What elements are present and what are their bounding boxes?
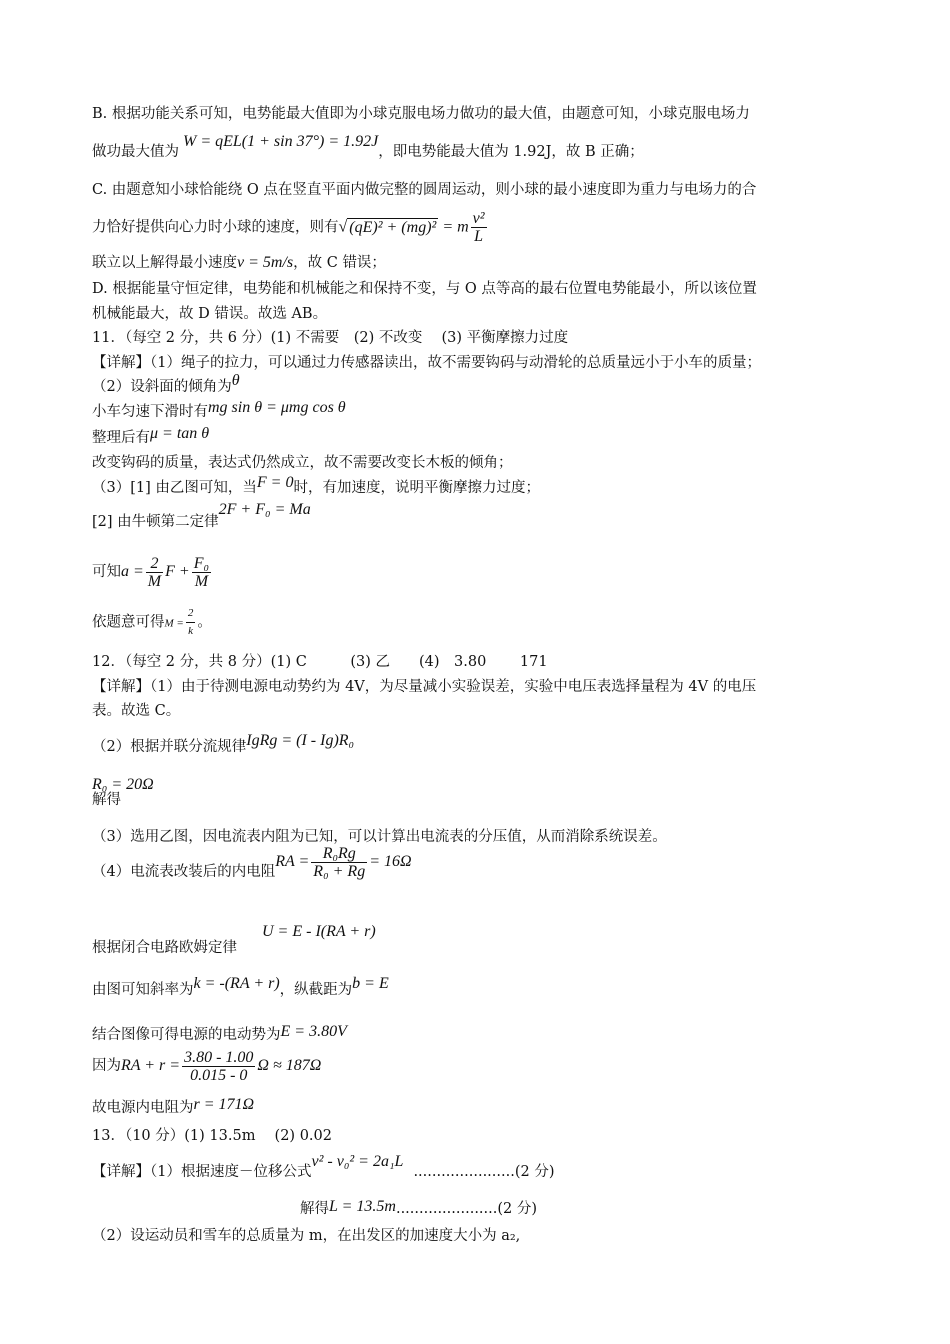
text-line: 依题意可得M = $\frac{2}{k}$ 。 <box>92 607 212 637</box>
text-line: B. 根据功能关系可知，电势能最大值即为小球克服电场力做功的最大值，由题意可知，小球克服电场力 <box>92 106 750 122</box>
text-line: 解得L = 13.5m......................(2 分) <box>300 1198 538 1217</box>
question-header: 12．（每空 2 分，共 8 分）(1) C (3) 乙 (4) 3.80 171 <box>92 654 548 670</box>
equation: v = 5m/s <box>237 254 294 271</box>
equation: W = qEL(1 + sin 37°) = 1.92J <box>183 133 379 150</box>
text-line: 【详解】（1）根据速度－位移公式v² - v₀² = 2a₁L......................(2 分) <box>92 1153 555 1180</box>
equation: L = 13.5m <box>329 1198 396 1215</box>
text-line: 做功最大值为W = qEL(1 + sin 37°) = 1.92J，即电势能最大值为 1.92J，故 B 正确； <box>92 133 644 160</box>
equation: 2F + F₀ = Ma <box>218 501 311 518</box>
equation: r = 171Ω <box>193 1096 255 1113</box>
text-line: 联立以上解得最小速度v = 5m/s，故 C 错误； <box>92 254 386 271</box>
text-line: （2）根据并联分流规律IgRg = (I - Ig)R₀ <box>92 732 355 755</box>
equation: μ = tan θ <box>150 425 210 442</box>
text-line: 可知a = $\frac{2}{M}$ F + $\frac{\text{F₀}}{M}$ <box>92 554 210 590</box>
text-line: [2] 由牛顿第二定律2F + F₀ = Ma <box>92 501 311 530</box>
question-header: 11．（每空 2 分，共 6 分）(1) 不需要 (2) 不改变 (3) 平衡摩擦力过度 <box>92 330 569 346</box>
equation: IgRg = (I - Ig)R₀ <box>246 732 355 749</box>
equation: R₀ = 20Ω <box>92 776 154 793</box>
text-line: D. 根据能量守恒定律，电势能和机械能之和保持不变，与 O 点等高的最右位置电势能最小，所以该位置 <box>92 281 757 297</box>
equation: k = -(RA + r) <box>193 975 280 992</box>
text-line: 根据闭合电路欧姆定律 <box>92 940 237 956</box>
text-line: 因为RA + r = $\frac{3.80 - 1.00}{0.015 - 0}$ Ω ≈ 187Ω <box>92 1048 322 1084</box>
text-line: （3）选用乙图，因电流表内阻为已知，可以计算出电流表的分压值，从而消除系统误差。 <box>92 829 667 845</box>
text-line: （4）电流表改装后的内电阻RA = $\frac{\text{R₀Rg}}{\text{R₀ + Rg}}$ = 16Ω <box>92 844 412 880</box>
text-line: 力恰好提供向心力时小球的速度，则有√ (qE)² + (mg)² = m $\frac{\text{v²}}{L}$ <box>92 210 485 245</box>
text-line: C. 由题意知小球恰能绕 O 点在竖直平面内做完整的圆周运动，则小球的最小速度即为重力与电场力的合 <box>92 182 757 198</box>
text-line: （2）设运动员和雪车的总质量为 m，在出发区的加速度大小为 a₂, <box>92 1228 521 1244</box>
equation: U = E - I(RA + r) <box>262 923 376 940</box>
equation: √ (qE)² + (mg)² = m <box>338 218 469 236</box>
text-line: 【详解】（1）由于待测电源电动势约为 4V，为尽量减小实验误差，实验中电压表选择量程为 4V 的电压 <box>92 679 757 695</box>
text-line: 解得 <box>92 792 121 808</box>
text-line: 小车匀速下滑时有mg sin θ = μmg cos θ <box>92 399 346 420</box>
text-line: 改变钩码的质量，表达式仍然成立，故不需要改变长木板的倾角； <box>92 455 513 471</box>
equation: E = 3.80V <box>280 1023 347 1040</box>
text-line: （2）设斜面的倾角为θ <box>92 372 240 395</box>
question-header: 13．（10 分）(1) 13.5m (2) 0.02 <box>92 1128 332 1144</box>
text-line: 故电源内电阻为r = 171Ω <box>92 1096 255 1116</box>
equation: v² - v₀² = 2a₁L <box>311 1153 404 1170</box>
text-line: （3）[1] 由乙图可知，当F = 0时，有加速度，说明平衡摩擦力过度； <box>92 474 540 496</box>
text-line: 整理后有μ = tan θ <box>92 425 210 446</box>
text-line: 机械能最大，故 D 错误。故选 AB。 <box>92 306 328 322</box>
text-line: 【详解】（1）绳子的拉力，可以通过力传感器读出，故不需要钩码与动滑轮的总质量远小于小车的质量； <box>92 355 761 371</box>
equation: F = 0 <box>256 474 294 491</box>
equation: mg sin θ = μmg cos θ <box>208 399 346 416</box>
text-line: 由图可知斜率为k = -(RA + r)，纵截距为b = E <box>92 975 389 998</box>
text-line: 表。故选 C。 <box>92 703 181 719</box>
text-line: 结合图像可得电源的电动势为E = 3.80V <box>92 1023 347 1043</box>
